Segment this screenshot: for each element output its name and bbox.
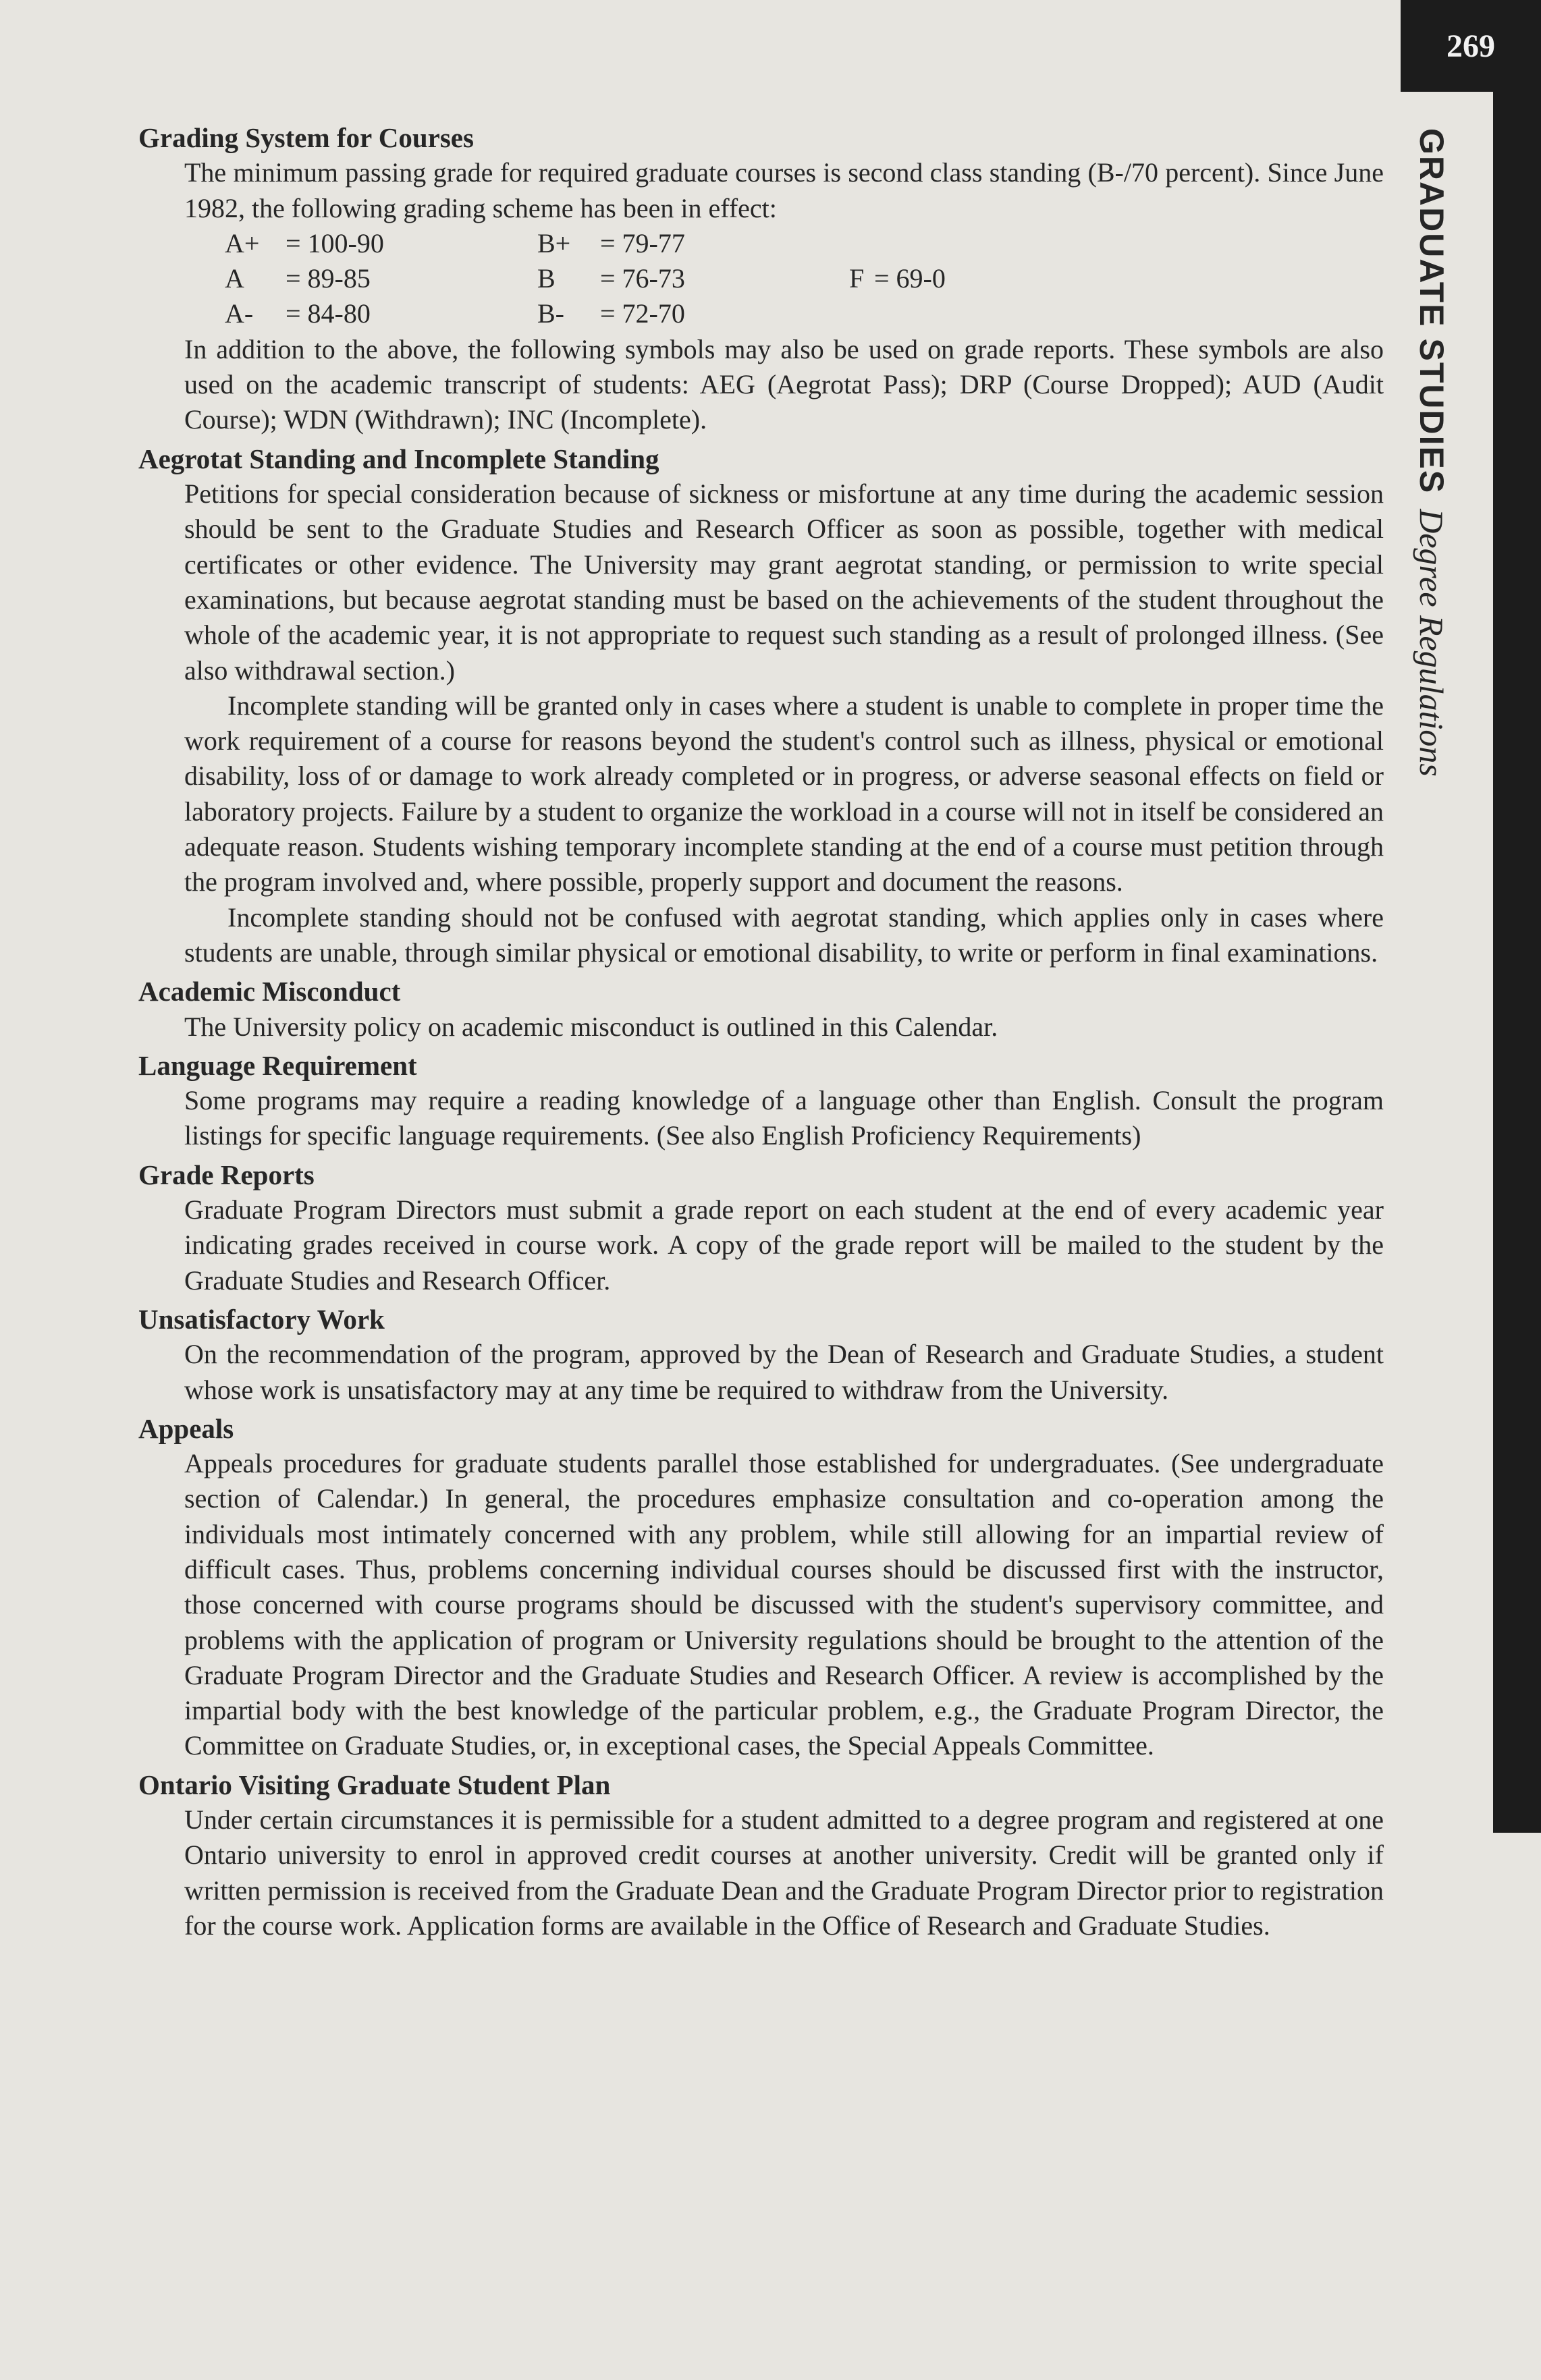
- grade-range: = 89-85: [286, 262, 371, 294]
- grade-letter: F: [849, 262, 865, 294]
- page-body: [138, 120, 1384, 1943]
- section-paragraph: Appeals procedures for graduate students parallel those established for undergraduates. (See undergraduate section of Calendar.) In general, the procedures emphasize consultation and co-operation among the individuals most intimately concerned with any problem, while still allowing for an impartial review of difficult cases. Thus, problems concerning individual courses should be discussed first with the instructor, those concerned with course programs should be discussed with the student's supervisory committee, and problems with the application of program or University regulations should be brought to the attention of the Graduate Program Director and the Graduate Studies and Research Officer. A review is accomplished by the impartial body with the best knowledge of the particular problem, e.g., the Graduate Program Director, the Committee on Graduate Studies, or, in exceptional cases, the Special Appeals Committee.: [184, 1448, 1384, 1761]
- section-paragraph: Some programs may require a reading knowledge of a language other than English. Consult the program listings for specific language requirements. (See also English Proficiency Requirements): [184, 1085, 1384, 1151]
- grade-letter: A+: [225, 227, 260, 258]
- section-paragraph: Incomplete standing should not be confused with aegrotat standing, which applies only in cases where students are unable, through similar physical or emotional disability, to write or perform in final examinations.: [184, 902, 1384, 968]
- section-paragraph: On the recommendation of the program, approved by the Dean of Research and Graduate Studies, a student whose work is unsatisfactory may at any time be required to withdraw from the University.: [184, 1339, 1384, 1405]
- section-paragraph: In addition to the above, the following symbols may also be used on grade reports. These symbols are also used on the academic transcript of students: AEG (Aegrotat Pass); DRP (Course Dropped); AUD (Audit Course); WDN (Withdrawn); INC (Incomplete).: [184, 333, 1384, 435]
- section-paragraph: Under certain circumstances it is permissible for a student admitted to a degree program and registered at one Ontario university to enrol in approved credit courses at another university. Credit will be granted only if written permission is received from the Graduate Dean and the Graduate Program Director prior to registration for the course work. Application forms are available in the Office of Research and Graduate Studies.: [184, 1804, 1384, 1941]
- grade-table: [225, 226, 1384, 332]
- side-thumb-tab: [1493, 92, 1541, 1833]
- section-heading: Ontario Visiting Graduate Student Plan: [138, 1769, 611, 1800]
- page-number-tab: [1401, 0, 1541, 92]
- section-heading: Grading System for Courses: [138, 122, 474, 153]
- grade-range: = 84-80: [286, 298, 371, 329]
- section-paragraph: The University policy on academic misconduct is outlined in this Calendar.: [184, 1011, 998, 1042]
- section-heading: Appeals: [138, 1412, 234, 1444]
- grade-letter: A-: [225, 298, 254, 329]
- grade-letter: B: [537, 262, 556, 294]
- section-heading: Unsatisfactory Work: [138, 1303, 385, 1335]
- page-number: 269: [1447, 28, 1495, 64]
- section-heading: Aegrotat Standing and Incomplete Standing: [138, 443, 659, 474]
- grade-letter: B+: [537, 227, 571, 258]
- section-paragraph: Graduate Program Directors must submit a grade report on each student at the end of every academic year indicating grades received in course work. A copy of the grade report will be mailed to the student by the Graduate Studies and Research Officer.: [184, 1194, 1384, 1296]
- grade-letter: B-: [537, 298, 564, 329]
- side-section-label: [1377, 128, 1471, 817]
- grade-range: = 69-0: [874, 262, 946, 294]
- section-paragraph: Petitions for special consideration because of sickness or misfortune at any time during the academic session should be sent to the Graduate Studies and Research Officer as soon as possible, together with medical certificates or other evidence. The University may grant aegrotat standing, or permission to write special examinations, but because aegrotat standing must be based on the achievements of the student throughout the whole of the academic year, it is not appropriate to request such standing as a result of prolonged illness. (See also withdrawal section.): [184, 478, 1384, 686]
- side-subsection-title: Degree Regulations: [1413, 509, 1451, 777]
- grade-range: = 76-73: [600, 262, 685, 294]
- grade-range: = 100-90: [286, 227, 384, 258]
- side-section-title: GRADUATE STUDIES: [1413, 128, 1451, 495]
- section-paragraph: Incomplete standing will be granted only in cases where a student is unable to complete in proper time the work requirement of a course for reasons beyond the student's control such as illness, physical or emotional disability, loss of or damage to work already completed or in progress, or adverse seasonal effects on field or laboratory projects. Failure by a student to organize the workload in a course will not in itself be considered an adequate reason. Students wishing temporary incomplete standing at the end of a course must petition through the program involved and, where possible, properly support and document the reasons.: [184, 690, 1384, 897]
- section-heading: Language Requirement: [138, 1049, 417, 1081]
- section-heading: Academic Misconduct: [138, 976, 401, 1007]
- section-heading: Grade Reports: [138, 1159, 315, 1190]
- grade-range: = 72-70: [600, 298, 685, 329]
- grade-range: = 79-77: [600, 227, 685, 258]
- section-paragraph: The minimum passing grade for required graduate courses is second class standing (B-/70 percent). Since June 1982, the following grading scheme has been in effect:: [184, 157, 1384, 223]
- grade-letter: A: [225, 262, 244, 294]
